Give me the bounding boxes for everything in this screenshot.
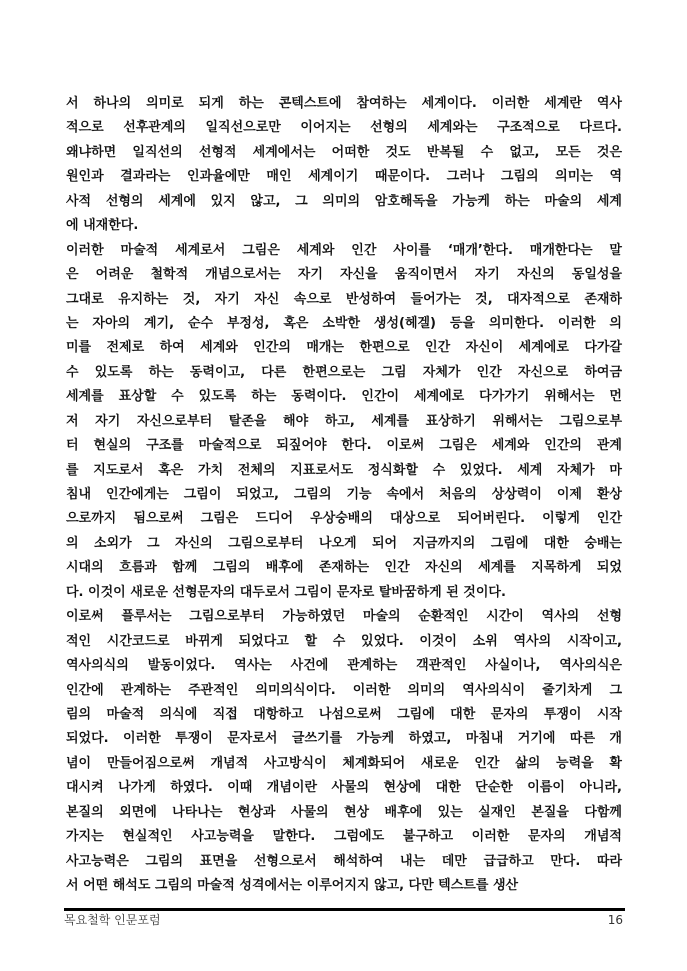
text-line: 수 있도록 하는 동력이고, 다른 한편으로는 그림 자체가 인간 자신으로 하여금 bbox=[66, 364, 622, 380]
text-line: 를 지도로서 혹은 가치 전체의 지표로서도 정식화할 수 있었다. 세계 자체가 마 bbox=[66, 462, 622, 478]
text-line: 사적 선형의 세계에 있지 않고, 그 의미의 암호해독을 가능케 하는 마술의 세계 bbox=[66, 193, 622, 209]
page-number: 16 bbox=[607, 913, 623, 927]
text-line: 대시켜 나가게 하였다. 이때 개념이란 사물의 현상에 대한 단순한 이름이 아니라, bbox=[66, 780, 622, 796]
text-line: 서 어떤 해석도 그림의 마술적 성격에서는 이루어지지 않고, 다만 텍스트를 생산 bbox=[66, 878, 519, 893]
paragraph bbox=[66, 92, 622, 239]
text-line: 으로까지 됨으로써 그림은 드디어 우상숭배의 대상으로 되어버린다. 이렇게 인간 bbox=[66, 511, 622, 527]
text-line: 서 하나의 의미로 되게 하는 콘텍스트에 참여하는 세계이다. 이러한 세계란 역사 bbox=[66, 96, 622, 111]
text-line: 다. 이것이 새로운 선형문자의 대두로서 그림이 문자로 탈바꿈하게 된 것이다. bbox=[66, 584, 506, 600]
text-line: 세계를 표상할 수 있도록 하는 동력이다. 인간이 세계에로 다가가기 위해서는 먼 bbox=[66, 389, 622, 405]
text-line: 미를 전제로 하여 세계와 인간의 매개는 한편으로 인간 자신이 세계에로 다가갈 bbox=[66, 340, 622, 356]
text-line: 역사의식의 발동이었다. 역사는 사건에 관계하는 객관적인 사실이나, 역사의식은 bbox=[66, 658, 622, 674]
text-line: 가지는 현실적인 사고능력을 말한다. 그럼에도 불구하고 이러한 문자의 개념적 bbox=[66, 829, 622, 845]
text-line: 인간에 관계하는 주관적인 의미의식이다. 이러한 의미의 역사의식이 줄기차게 그 bbox=[66, 682, 622, 698]
text-line: 터 현실의 구조를 마술적으로 되짚어야 한다. 이로써 그림은 세계와 인간의 관계 bbox=[66, 438, 622, 454]
text-line: 는 자아의 계기, 순수 부정성, 혹은 소박한 생성(헤겔) 등을 의미한다. 이러한 의 bbox=[66, 315, 622, 331]
text-line: 사고능력은 그림의 표면을 선형으로서 해석하여 내는 데만 급급하고 만다. 따라 bbox=[66, 853, 622, 869]
text-line: 념이 만들어짐으로써 개념적 사고방식이 체계화되어 새로운 인간 삶의 능력을 확 bbox=[66, 755, 622, 771]
text-line: 이로써 플루서는 그림으로부터 가능하였던 마술의 순환적인 시간이 역사의 선형 bbox=[66, 609, 622, 625]
text-line: 침내 인간에게는 그림이 되었고, 그림의 기능 속에서 처음의 상상력이 이제 환상 bbox=[66, 487, 622, 502]
text-line: 적인 시간코드로 바뀌게 되었다고 할 수 있었다. 이것이 소위 역사의 시작이고, bbox=[66, 633, 622, 649]
text-line: 본질의 외면에 나타나는 현상과 사물의 현상 배후에 있는 실재인 본질을 다함께 bbox=[66, 804, 622, 820]
footer-title: 목요철학 인문포럼 bbox=[64, 913, 161, 927]
text-line: 왜냐하면 일직선의 선형적 세계에서는 어떠한 것도 반복될 수 없고, 모든 것은 bbox=[66, 144, 622, 160]
footer-rule bbox=[64, 908, 625, 911]
text-line: 저 자기 자신으로부터 탈존을 해야 하고, 세계를 표상하기 위해서는 그림으로부 bbox=[66, 413, 622, 429]
text-line: 이러한 마술적 세계로서 그림은 세계와 인간 사이를 ‘매개’한다. 매개한다는 말 bbox=[66, 242, 622, 258]
paragraph bbox=[66, 239, 622, 606]
text-line: 원인과 결과라는 인과율에만 매인 세계이기 때문이다. 그러나 그림의 의미는 역 bbox=[66, 169, 622, 185]
text-line: 에 내재한다. bbox=[66, 218, 139, 234]
paragraph bbox=[66, 605, 622, 898]
text-line: 시대의 흐름과 함께 그림의 배후에 존재하는 인간 자신의 세계를 지목하게 되었 bbox=[66, 560, 622, 576]
text-line: 그대로 유지하는 것, 자기 자신 속으로 반성하여 들어가는 것, 대자적으로 존재하 bbox=[66, 291, 622, 307]
text-line: 적으로 선후관계의 일직선으로만 이어지는 선형의 세계와는 구조적으로 다르다. bbox=[66, 120, 622, 136]
text-line: 의 소외가 그 자신의 그림으로부터 나오게 되어 지금까지의 그림에 대한 숭배는 bbox=[66, 535, 622, 551]
text-line: 되었다. 이러한 투쟁이 문자로서 글쓰기를 가능케 하였고, 마침내 거기에 따른 개 bbox=[66, 731, 622, 747]
body-text bbox=[66, 92, 622, 898]
text-line: 림의 마술적 의식에 직접 대항하고 나섬으로써 그림에 대한 문자의 투쟁이 시작 bbox=[66, 706, 622, 722]
text-line: 은 어려운 철학적 개념으로서는 자기 자신을 움직이면서 자기 자신의 동일성을 bbox=[66, 267, 622, 283]
